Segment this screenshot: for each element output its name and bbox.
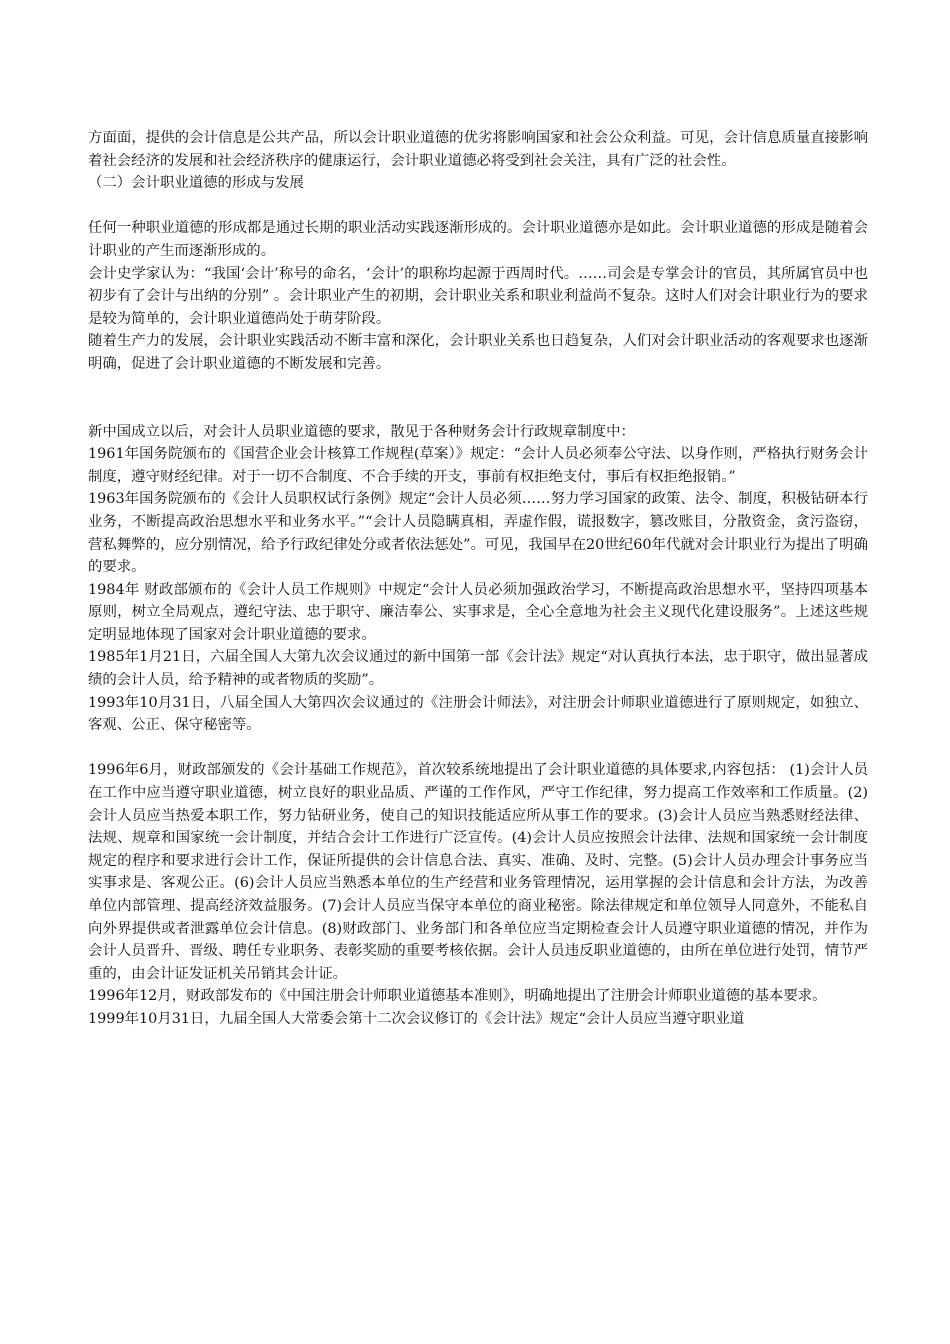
paragraph-1999: 1999年10月31日，九届全国人大常委会第十二次会议修订的《会计法》规定“会计人员应当遵守职业道 xyxy=(88,1010,745,1027)
paragraph-1963: 1963年国务院颁布的《会计人员职权试行条例》规定“会计人员必须……努力学习国家的政策、法令、制度，积极钻研本行业务，不断提高政治思想水平和业务水平。”“会计人员隐瞒真相，弄虚作假，谎报数字，篡改账目，分散资金，贪污盗窃，营私舞弊的，应分别情况，给予行政纪律处分或者依法惩处”。可见，我国早在20世纪60年代就对会计职业行为提出了明确的要求。 xyxy=(88,491,868,576)
spacer xyxy=(88,376,868,421)
paragraph-public-interest: 方面面，提供的会计信息是公共产品，所以会计职业道德的优劣将影响国家和社会公众利益。可见，会计信息质量直接影响着社会经济的发展和社会经济秩序的健康运行，会计职业道德必将受到社会关注，具有广泛的社会性。 xyxy=(88,130,868,169)
paragraph-formation: 任何一种职业道德的形成都是通过长期的职业活动实践逐渐形成的。会计职业道德亦是如此。会计职业道德的形成是随着会计职业的产生而逐渐形成的。 xyxy=(88,220,868,259)
document-body xyxy=(88,127,868,1031)
paragraph-1993: 1993年10月31日，八届全国人大第四次会议通过的《注册会计师法》，对注册会计师职业道德进行了原则规定，如独立、客观、公正、保守秘密等。 xyxy=(88,694,868,734)
paragraph-history-quote: 会计史学家认为：“我国‘会计’称号的命名，‘会计’的职称均起源于西周时代。……司会是专掌会计的官员，其所属官员中也初步有了会计与出纳的分别” 。会计职业产生的初期，会计职业关系和职业利益尚不复杂。这时人们对会计职业行为的要求是较为简单的，会计职业道德尚处于萌芽阶段。 xyxy=(88,265,868,327)
section-heading: （二）会计职业道德的形成与发展 xyxy=(88,175,304,192)
paragraph-1984: 1984年 财政部颁布的《会计人员工作规则》中规定“会计人员必须加强政治学习，不断提高政治思想水平，坚持四项基本原则，树立全局观点，遵纪守法、忠于职守、廉洁奉公、实事求是，全心全意地为社会主义现代化建设服务”。上述这些规定明显地体现了国家对会计职业道德的要求。 xyxy=(88,581,868,643)
paragraph-1996-june: 1996年6月，财政部颁发的《会计基础工作规范》，首次较系统地提出了会计职业道德的具体要求,内容包括： (1)会计人员在工作中应当遵守职业道德，树立良好的职业品质、严谨的工作作风，严守工作纪律，努力提高工作效率和工作质量。(2)会计人员应当热爱本职工作，努力钻研业务，使自己的知识技能适应所从事工作的要求。(3)会计人员应当熟悉财经法律、法规、规章和国家统一会计制度，并结合会计工作进行广泛宣传。(4)会计人员应按照会计法律、法规和国家统一会计制度规定的程序和要求进行会计工作，保证所提供的会计信息合法、真实、准确、及时、完整。(5)会计人员办理会计事务应当实事求是、客观公正。(6)会计人员应当熟悉本单位的生产经营和业务管理情况，运用掌握的会计信息和会计方法，为改善单位内部管理、提高经济效益服务。(7)会计人员应当保守本单位的商业秘密。除法律规定和单位领导人同意外，不能私自向外界提供或者泄露单位会计信息。(8)财政部门、业务部门和各单位应当定期检查会计人员遵守职业道德的情况，并作为会计人员晋升、晋级、聘任专业职务、表彰奖励的重要考核依据。会计人员违反职业道德的，由所在单位进行处罚，情节严重的，由会计证发证机关吊销其会计证。 xyxy=(88,762,868,982)
spacer xyxy=(88,737,868,760)
paragraph-new-china-intro: 新中国成立以后，对会计人员职业道德的要求，散见于各种财务会计行政规章制度中： xyxy=(88,423,635,440)
paragraph-1985: 1985年1月21日，六届全国人大第九次会议通过的新中国第一部《会计法》规定“对认真执行本法，忠于职守，做出显著成绩的会计人员，给予精神的或者物质的奖励”。 xyxy=(88,649,868,689)
spacer xyxy=(88,195,868,218)
paragraph-1961: 1961年国务院颁布的《国营企业会计核算工作规程(草案）》规定：“会计人员必须奉公守法、以身作则，严格执行财务会计制度，遵守财经纪律。对于一切不合制度、不合手续的开支，事前有权拒绝支付，事后有权拒绝报销。” xyxy=(88,446,868,485)
paragraph-1996-december: 1996年12月，财政部发布的《中国注册会计师职业道德基本准则》，明确地提出了注册会计师职业道德的基本要求。 xyxy=(88,988,827,1005)
paragraph-development: 随着生产力的发展，会计职业实践活动不断丰富和深化，会计职业关系也日趋复杂，人们对会计职业活动的客观要求也逐渐明确，促进了会计职业道德的不断发展和完善。 xyxy=(88,333,868,372)
